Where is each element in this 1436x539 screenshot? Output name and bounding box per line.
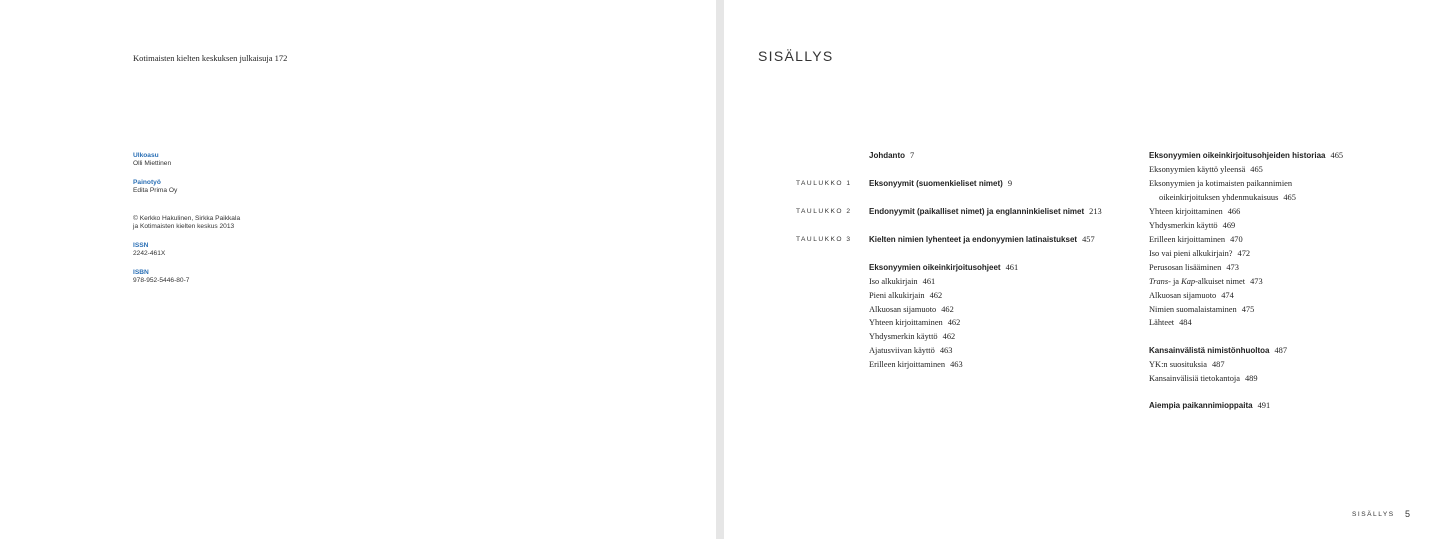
toc-entry-ohjeet[interactable] xyxy=(869,262,1018,273)
toc-entry-page: 469 xyxy=(1222,221,1236,230)
series-title: Kotimaisten kielten keskuksen julkaisuja 172 xyxy=(133,53,288,63)
toc-entry-page: 473 xyxy=(1250,277,1263,286)
toc-subentry[interactable] xyxy=(1149,276,1263,287)
toc-entry-title: Endonyymit (paikalliset nimet) ja englanninkieliset nimet xyxy=(869,207,1085,216)
toc-subentry[interactable] xyxy=(869,304,954,315)
toc-entry-page: 465 xyxy=(1330,151,1344,160)
toc-subentry[interactable] xyxy=(869,276,935,287)
toc-title: SISÄLLYS xyxy=(758,48,834,64)
toc-entry-title: Yhdysmerkin käyttö xyxy=(1149,221,1218,230)
toc-entry-page: 489 xyxy=(1244,374,1258,383)
toc-subentry[interactable] xyxy=(1149,248,1250,259)
toc-entry-title: Ajatusviivan käyttö xyxy=(869,346,935,355)
imprint-isbn xyxy=(133,269,189,286)
ulkoasu-label: Ulkoasu xyxy=(133,152,159,159)
left-page xyxy=(0,0,716,539)
toc-subentry[interactable] xyxy=(1149,178,1292,189)
toc-entry-page: 457 xyxy=(1082,235,1095,244)
issn-value: 2242-461X xyxy=(133,250,166,258)
toc-entry-title: Alkuosan sijamuoto xyxy=(1149,291,1217,300)
painotyo-label: Painotyö xyxy=(133,179,161,186)
toc-entry-page: 473 xyxy=(1226,263,1239,272)
ulkoasu-value: Olli Miettinen xyxy=(133,160,172,168)
toc-entry-title: Aiempia paikannimioppaita xyxy=(1149,401,1253,410)
toc-entry-taulukko-3[interactable] xyxy=(869,234,1095,245)
toc-subentry[interactable] xyxy=(1149,304,1254,315)
toc-entry-taulukko-2[interactable] xyxy=(869,206,1102,217)
toc-subentry[interactable] xyxy=(869,331,955,342)
toc-entry-title: Yhdysmerkin käyttö xyxy=(869,332,938,341)
toc-subentry[interactable] xyxy=(1149,234,1243,245)
toc-subentry[interactable] xyxy=(1149,262,1239,273)
toc-entry-aiempia[interactable] xyxy=(1149,400,1270,411)
toc-entry-page: 213 xyxy=(1089,207,1102,216)
toc-entry-page: 462 xyxy=(941,305,954,314)
toc-entry-page: 470 xyxy=(1230,235,1243,244)
toc-entry-title: YK:n suosituksia xyxy=(1149,360,1207,369)
toc-entry-title: Yhteen kirjoittaminen xyxy=(1149,207,1223,216)
toc-entry-page: 491 xyxy=(1257,401,1271,410)
toc-subentry[interactable] xyxy=(869,345,952,356)
toc-entry-page: 487 xyxy=(1274,346,1288,355)
page-number: 5 xyxy=(1405,509,1411,519)
taulukko-2-label: TAULUKKO 2 xyxy=(796,208,852,215)
issn-label: ISSN xyxy=(133,242,149,249)
toc-entry-title: Eksonyymien käyttö yleensä xyxy=(1149,165,1246,174)
toc-entry-page: 487 xyxy=(1211,360,1225,369)
toc-entry-title-trans: Trans- xyxy=(1149,277,1171,286)
isbn-value: 978-952-5446-80-7 xyxy=(133,277,190,285)
taulukko-3-label: TAULUKKO 3 xyxy=(796,236,852,243)
toc-entry-page: 484 xyxy=(1179,318,1192,327)
toc-entry-page: 466 xyxy=(1227,207,1241,216)
toc-entry-title: Pieni alkukirjain xyxy=(869,291,925,300)
toc-entry-title: Kansainvälisiä tietokantoja xyxy=(1149,374,1240,383)
toc-entry-title: Kansainvälistä nimistönhuoltoa xyxy=(1149,346,1270,355)
toc-entry-title: Eksonyymien oikeinkirjoitusohjeet xyxy=(869,263,1001,272)
toc-entry-title: Eksonyymit (suomenkieliset nimet) xyxy=(869,179,1003,188)
toc-subentry[interactable] xyxy=(1149,317,1192,328)
toc-entry-title: Kielten nimien lyhenteet ja endonyymien latinaistukset xyxy=(869,235,1078,244)
toc-entry-title: Erilleen kirjoittaminen xyxy=(869,360,946,369)
toc-subentry[interactable] xyxy=(1149,290,1234,301)
painotyo-value: Edita Prima Oy xyxy=(133,187,178,195)
toc-subentry[interactable] xyxy=(869,359,963,370)
toc-entry-title: Alkuosan sijamuoto xyxy=(869,305,937,314)
toc-entry-title: Lähteet xyxy=(1149,318,1175,327)
toc-entry-page: 475 xyxy=(1241,305,1255,314)
toc-entry-page: 462 xyxy=(947,318,961,327)
toc-entry-johdanto[interactable] xyxy=(869,150,914,161)
toc-entry-page: 465 xyxy=(1283,193,1296,202)
toc-entry-title: Yhteen kirjoittaminen xyxy=(869,318,943,327)
toc-entry-page: 9 xyxy=(1007,179,1013,188)
right-page xyxy=(724,0,1436,539)
toc-subentry[interactable] xyxy=(869,290,942,301)
toc-subentry[interactable] xyxy=(1149,164,1263,175)
copyright-line-1: © Kerkko Hakulinen, Sirkka Paikkala xyxy=(133,215,241,222)
toc-entry-title: Nimien suomalaistaminen xyxy=(1149,305,1237,314)
toc-subentry[interactable] xyxy=(1149,206,1240,217)
toc-entry-historia[interactable] xyxy=(1149,150,1343,161)
toc-entry-page: 461 xyxy=(1005,263,1019,272)
toc-entry-title: Iso vai pieni alkukirjain? xyxy=(1149,249,1233,258)
toc-entry-kansainvalista[interactable] xyxy=(1149,345,1287,356)
copyright-line-2: ja Kotimaisten kielten keskus 2013 xyxy=(133,223,235,231)
imprint-issn xyxy=(133,242,165,259)
toc-entry-page: 462 xyxy=(942,332,956,341)
toc-entry-page: 462 xyxy=(929,291,943,300)
imprint-copyright xyxy=(133,215,240,232)
toc-entry-title: Erilleen kirjoittaminen xyxy=(1149,235,1226,244)
toc-subentry[interactable] xyxy=(1149,220,1235,231)
toc-entry-page: 461 xyxy=(922,277,936,286)
running-footer-label: SISÄLLYS xyxy=(1352,511,1395,518)
toc-entry-title-kap: Kap xyxy=(1181,277,1196,286)
toc-entry-title: Eksonyymien oikeinkirjoitusohjeiden historiaa xyxy=(1149,151,1326,160)
imprint-painotyo xyxy=(133,179,177,196)
toc-entry-page: 7 xyxy=(910,151,915,160)
toc-entry-page: 463 xyxy=(939,346,953,355)
taulukko-1-label: TAULUKKO 1 xyxy=(796,180,852,187)
toc-subentry[interactable] xyxy=(869,317,960,328)
imprint-ulkoasu xyxy=(133,152,171,169)
toc-entry-title: Iso alkukirjain xyxy=(869,277,918,286)
toc-entry-title: Perusosan lisääminen xyxy=(1149,263,1222,272)
page-gutter xyxy=(716,0,724,539)
toc-subentry[interactable] xyxy=(1149,359,1225,370)
toc-entry-title-line-2: oikeinkirjoituksen yhdenmukaisuus xyxy=(1159,193,1279,202)
toc-entry-page: 463 xyxy=(950,360,963,369)
toc-entry-title-ja: ja xyxy=(1170,277,1182,286)
toc-entry-title-line-1: Eksonyymien ja kotimaisten paikannimien xyxy=(1149,179,1293,188)
toc-entry-title: Johdanto xyxy=(869,151,905,160)
toc-entry-title-rest: -alkuiset nimet xyxy=(1195,277,1246,286)
toc-subentry-continued[interactable] xyxy=(1149,192,1296,203)
toc-entry-page: 465 xyxy=(1250,165,1263,174)
toc-entry-page: 472 xyxy=(1237,249,1251,258)
toc-subentry[interactable] xyxy=(1149,373,1258,384)
isbn-label: ISBN xyxy=(133,269,149,276)
toc-entry-page: 474 xyxy=(1221,291,1234,300)
toc-entry-taulukko-1[interactable] xyxy=(869,178,1012,189)
